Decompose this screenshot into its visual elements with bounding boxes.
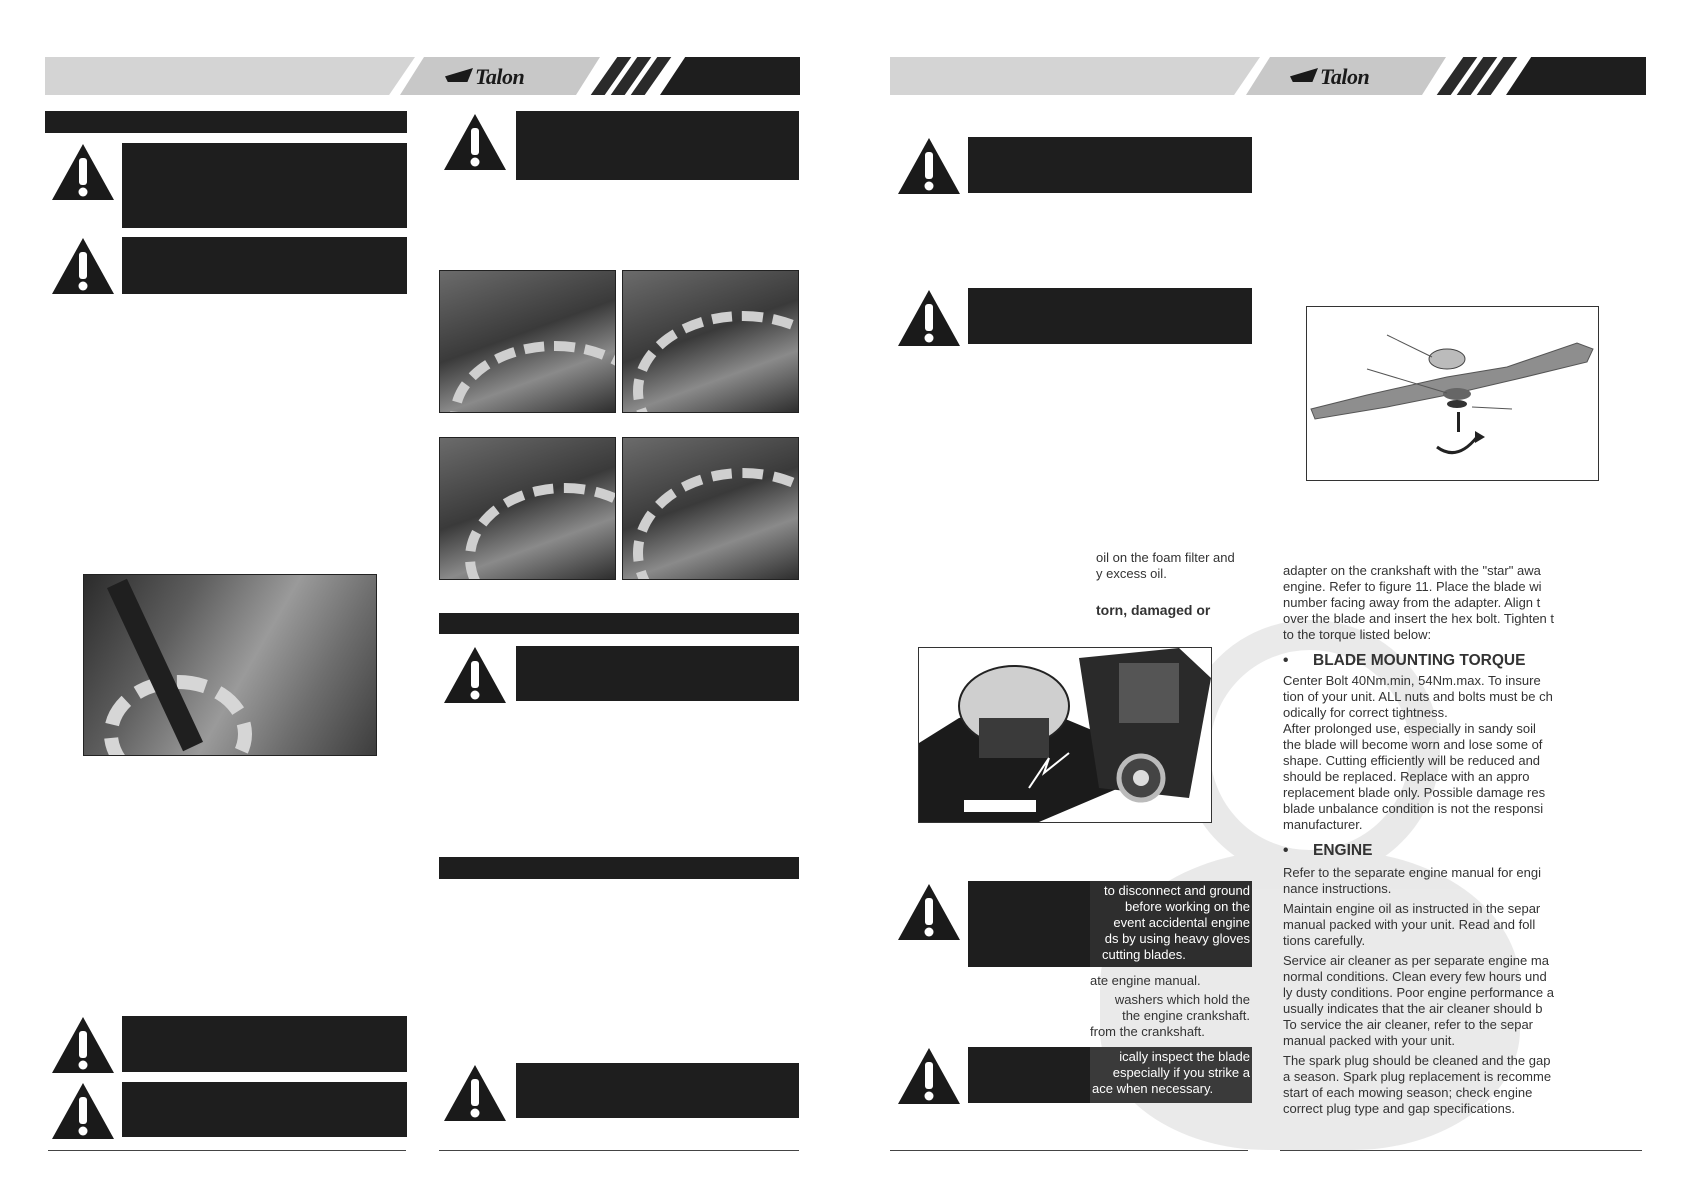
warning-text: ds by using heavy gloves <box>1104 931 1250 946</box>
body-text: oil on the foam filter and <box>1096 550 1235 565</box>
warning-text: cutting blades. <box>1102 947 1186 962</box>
body-text: normal conditions. Clean every few hours und <box>1283 969 1547 984</box>
height-adjust-photo <box>622 270 799 413</box>
warning-text-box <box>122 1082 407 1137</box>
body-text: should be replaced. Replace with an appro <box>1283 769 1530 784</box>
body-text: engine. Refer to figure 11. Place the blade wi <box>1283 579 1542 594</box>
body-text: manufacturer. <box>1283 817 1363 832</box>
warning-icon <box>442 645 508 705</box>
body-text: The spark plug should be cleaned and the gap <box>1283 1053 1551 1068</box>
height-adjust-photo <box>622 437 799 580</box>
height-adjust-photo <box>439 270 616 413</box>
footer-rule <box>1280 1150 1642 1151</box>
body-text: ate engine manual. <box>1090 973 1201 988</box>
body-text: y excess oil. <box>1096 566 1167 581</box>
body-text: odically for correct tightness. <box>1283 705 1448 720</box>
body-text: the blade will become worn and lose some of <box>1283 737 1543 752</box>
warning-text-box <box>122 143 407 228</box>
warning-icon <box>50 1015 116 1075</box>
warning-icon <box>896 1046 962 1106</box>
section-heading: • ENGINE <box>1283 842 1373 859</box>
warning-icon <box>442 1063 508 1123</box>
footer-rule <box>48 1150 406 1151</box>
warning-icon <box>50 1081 116 1141</box>
warning-icon <box>50 236 116 296</box>
body-text: blade unbalance condition is not the responsi <box>1283 801 1544 816</box>
warning-text-box <box>122 1016 407 1072</box>
blade-assembly-figure <box>1306 306 1599 481</box>
warning-text-box <box>122 237 407 294</box>
warning-text: event accidental engine <box>1113 915 1250 930</box>
body-text: number facing away from the adapter. Align t <box>1283 595 1541 610</box>
body-text: manual packed with your unit. <box>1283 1033 1455 1048</box>
body-text: Maintain engine oil as instructed in the separ <box>1283 901 1541 916</box>
body-text: replacement blade only. Possible damage res <box>1283 785 1546 800</box>
warning-text: ically inspect the blade <box>1119 1049 1250 1064</box>
warning-icon <box>896 136 962 196</box>
section-header-bar <box>45 111 407 133</box>
body-text: ly dusty conditions. Poor engine performance a <box>1283 985 1554 1000</box>
footer-rule <box>890 1150 1248 1151</box>
warning-text-box <box>516 646 799 701</box>
section-header-bar <box>439 857 799 879</box>
body-text: adapter on the crankshaft with the "star" awa <box>1283 563 1541 578</box>
footer-rule <box>439 1150 799 1151</box>
warning-icon <box>50 142 116 202</box>
left-header-black-band <box>660 57 800 95</box>
warning-text-box <box>968 137 1252 193</box>
body-text: Center Bolt 40Nm.min, 54Nm.max. To insure <box>1283 673 1541 688</box>
warning-text: to disconnect and ground <box>1104 883 1250 898</box>
body-text: tions carefully. <box>1283 933 1366 948</box>
right-header-black-band <box>1506 57 1646 95</box>
mower-handle-photo <box>83 574 377 756</box>
body-text: usually indicates that the air cleaner should b <box>1283 1001 1543 1016</box>
warning-text: especially if you strike a <box>1112 1065 1250 1080</box>
body-text: correct plug type and gap specifications. <box>1283 1101 1515 1116</box>
section-heading: • BLADE MOUNTING TORQUE <box>1283 652 1526 669</box>
height-adjust-photo <box>439 437 616 580</box>
warning-text: ace when necessary. <box>1092 1081 1214 1096</box>
body-text: Service air cleaner as per separate engine ma <box>1283 953 1549 968</box>
warning-text-box <box>516 1063 799 1118</box>
body-text: shape. Cutting efficiently will be reduced and <box>1283 753 1541 768</box>
body-text: tion of your unit. ALL nuts and bolts must be ch <box>1283 689 1553 704</box>
body-text: washers which hold the <box>1114 992 1250 1007</box>
left-header-grey-band <box>45 57 415 95</box>
right-header-grey-band <box>890 57 1260 95</box>
warning-text: before working on the <box>1124 899 1250 914</box>
mower-illustration <box>918 647 1212 823</box>
warning-text-box <box>516 111 799 180</box>
body-text: over the blade and insert the hex bolt. Tighten t <box>1283 611 1555 626</box>
body-text: Refer to the separate engine manual for engi <box>1283 865 1542 880</box>
section-header-bar <box>439 613 799 634</box>
warning-icon <box>896 882 962 942</box>
body-text: nance instructions. <box>1283 881 1392 896</box>
body-text: from the crankshaft. <box>1090 1024 1205 1039</box>
body-text: to the torque listed below: <box>1283 627 1432 642</box>
body-text: To service the air cleaner, refer to the separ <box>1283 1017 1534 1032</box>
body-text: manual packed with your unit. Read and foll <box>1283 917 1536 932</box>
warning-icon <box>442 112 508 172</box>
talon-logo: Talon <box>1320 64 1369 90</box>
warning-icon <box>896 288 962 348</box>
body-text: After prolonged use, especially in sandy soil <box>1283 721 1536 736</box>
talon-logo: Talon <box>475 64 524 90</box>
body-text: a season. Spark plug replacement is recomme <box>1283 1069 1552 1084</box>
bold-text: torn, damaged or <box>1096 602 1211 618</box>
body-text: start of each mowing season; check engine <box>1283 1085 1533 1100</box>
body-text: the engine crankshaft. <box>1122 1008 1250 1023</box>
warning-text-box <box>968 288 1252 344</box>
